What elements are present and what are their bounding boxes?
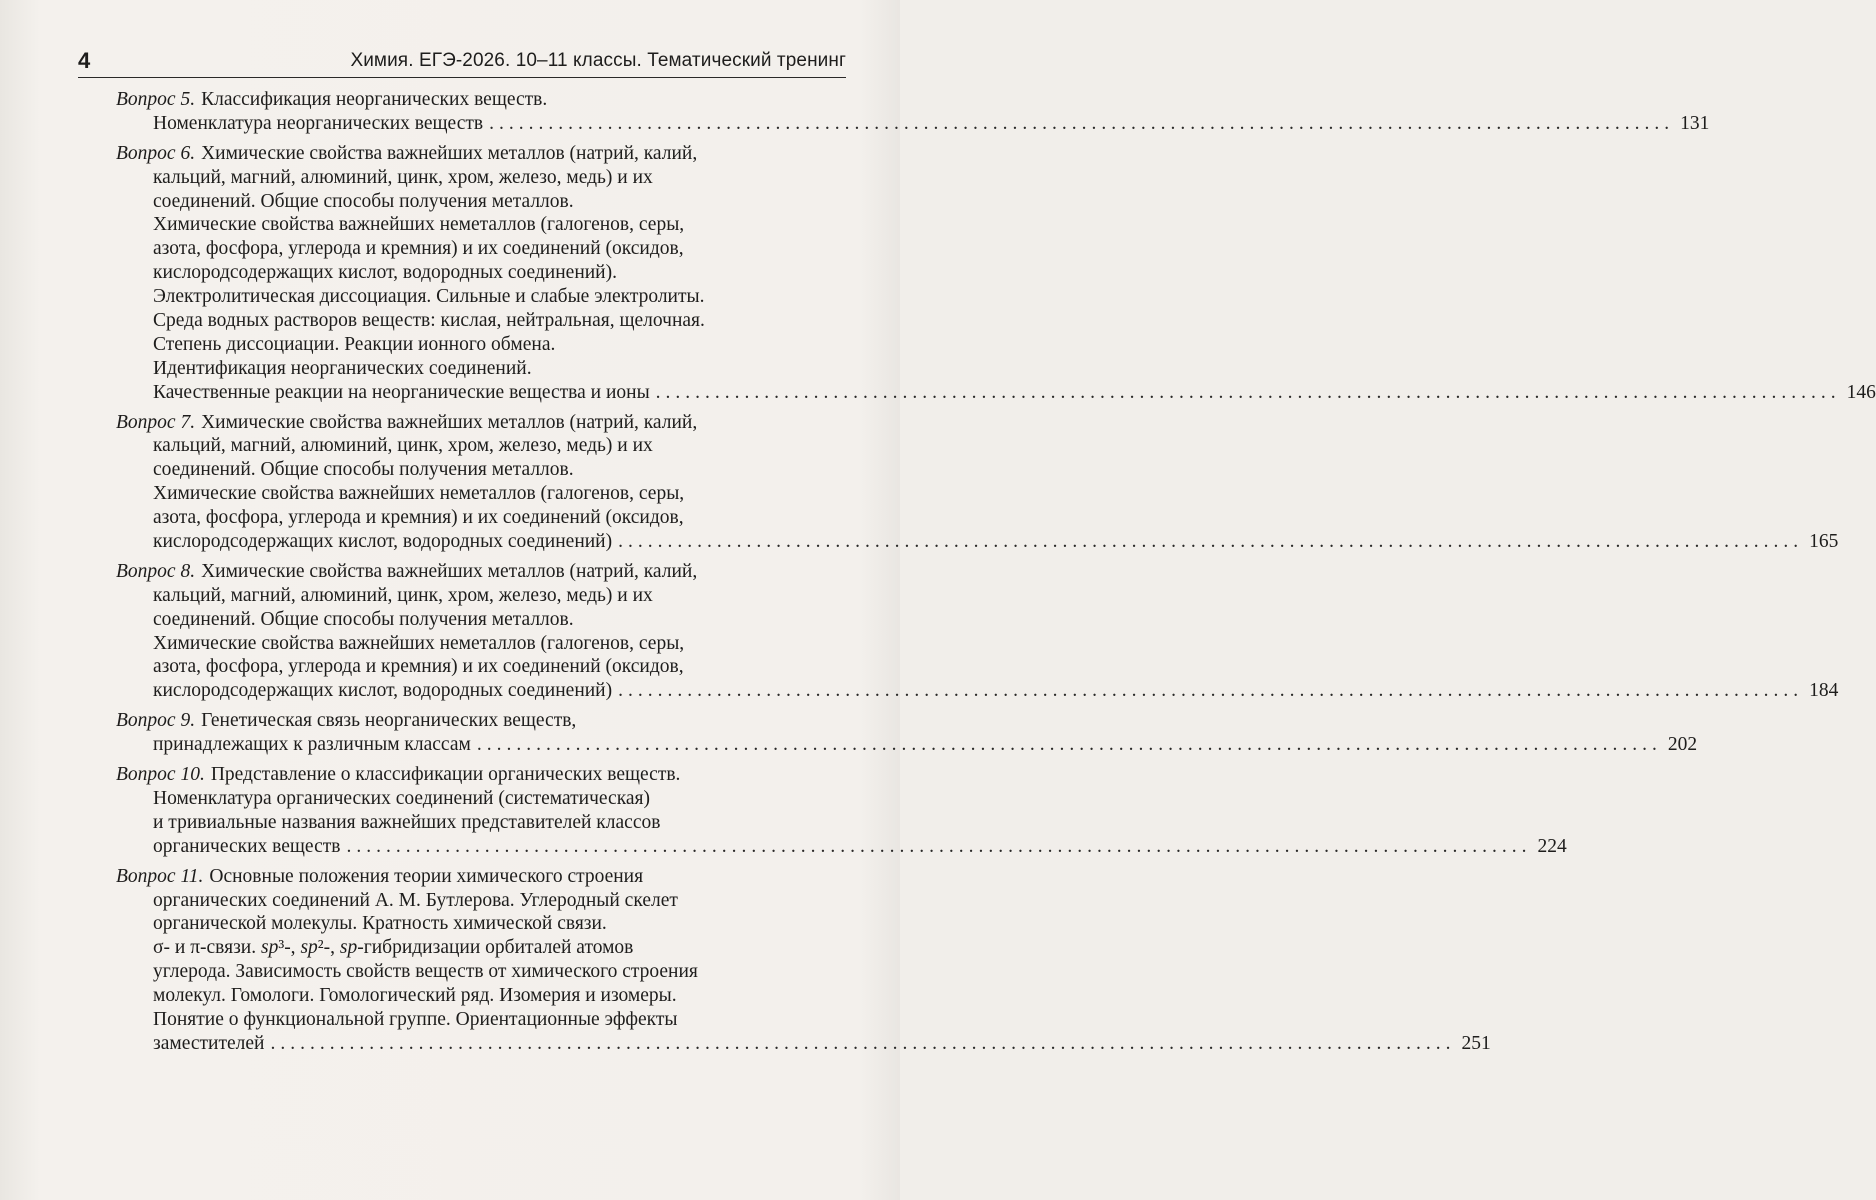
toc-entry-line bbox=[116, 411, 846, 435]
toc-entry bbox=[116, 560, 1839, 703]
toc-entry-line bbox=[116, 733, 1698, 757]
toc-entry-line bbox=[116, 357, 846, 381]
toc-entry-line bbox=[116, 608, 846, 632]
table-of-contents bbox=[116, 88, 1876, 1062]
toc-entry-line bbox=[116, 190, 846, 214]
toc-entry bbox=[116, 865, 1491, 1056]
toc-entry-line bbox=[116, 166, 846, 190]
page-header bbox=[78, 44, 846, 78]
toc-entry-line bbox=[116, 655, 846, 679]
toc-entry-text: заместителей bbox=[153, 1032, 265, 1054]
dot-leader: ........................................................................................................................ bbox=[655, 381, 1841, 403]
toc-entry-text: Представление о классификации органических веществ. bbox=[210, 764, 681, 786]
toc-entry-line bbox=[116, 434, 846, 458]
toc-entry-line bbox=[116, 530, 1839, 554]
toc-entry-text: органической молекулы. Кратность химической связи. bbox=[153, 913, 607, 935]
toc-entry-text: кальций, магний, алюминий, цинк, хром, железо, медь) и их bbox=[153, 435, 653, 457]
toc-entry-line bbox=[116, 632, 846, 656]
toc-entry-text: азота, фосфора, углерода и кремния) и их соединений (оксидов, bbox=[153, 507, 684, 529]
toc-entry-text: Идентификация неорганических соединений. bbox=[153, 357, 532, 379]
toc-entry-text: Электролитическая диссоциация. Сильные и слабые электролиты. bbox=[153, 286, 705, 308]
toc-entry-text: органических соединений А. М. Бутлерова. Углеродный скелет bbox=[153, 889, 678, 911]
toc-entry-text: кальций, магний, алюминий, цинк, хром, железо, медь) и их bbox=[153, 584, 653, 606]
toc-entry-label: Вопрос 11. bbox=[116, 865, 204, 887]
toc-page-number: 165 bbox=[1809, 531, 1839, 553]
toc-entry-label: Вопрос 6. bbox=[116, 142, 196, 164]
toc-entry-line bbox=[116, 1008, 846, 1032]
toc-entry-text: углерода. Зависимость свойств веществ от химического строения bbox=[153, 961, 698, 983]
toc-page-number: 184 bbox=[1809, 680, 1839, 702]
toc-entry-text: принадлежащих к различным классам bbox=[153, 734, 471, 756]
toc-entry-line bbox=[116, 112, 1710, 136]
toc-page-number: 131 bbox=[1680, 112, 1710, 134]
toc-entry-text: Генетическая связь неорганических веществ, bbox=[201, 710, 577, 732]
toc-entry-text: Степень диссоциации. Реакции ионного обмена. bbox=[153, 333, 556, 355]
toc-entry-text: соединений. Общие способы получения металлов. bbox=[153, 608, 574, 630]
toc-entry-text: Классификация неорганических веществ. bbox=[201, 89, 548, 110]
toc-entry-text: и тривиальные названия важнейших представителей классов bbox=[153, 811, 661, 833]
page-number: 4 bbox=[78, 48, 91, 73]
toc-entry-line bbox=[116, 584, 846, 608]
toc-entry-text: Среда водных растворов веществ: кислая, нейтральная, щелочная. bbox=[153, 310, 705, 332]
dot-leader: ........................................................................................................................ bbox=[270, 1032, 1456, 1054]
toc-entry-line bbox=[116, 787, 846, 811]
toc-entry-line bbox=[116, 936, 846, 960]
toc-entry-line bbox=[116, 912, 846, 936]
toc-entry-line bbox=[116, 889, 846, 913]
toc-entry-line bbox=[116, 237, 846, 261]
toc-entry-text: кислородсодержащих кислот, водородных соединений) bbox=[153, 531, 613, 553]
toc-entry-line bbox=[116, 835, 1567, 859]
dot-leader: ........................................................................................................................ bbox=[346, 835, 1532, 857]
toc-entry bbox=[116, 142, 1876, 405]
toc-entry bbox=[116, 88, 1710, 136]
toc-entry-line bbox=[116, 984, 846, 1008]
toc-entry-line bbox=[116, 285, 846, 309]
toc-entry-line bbox=[116, 213, 846, 237]
toc-entry-text: Номенклатура органических соединений (систематическая) bbox=[153, 787, 651, 809]
toc-page-number: 202 bbox=[1667, 734, 1698, 756]
toc-entry bbox=[116, 763, 1567, 859]
toc-entry-line bbox=[116, 811, 846, 835]
toc-entry-text: Качественные реакции на неорганические вещества и ионы bbox=[153, 381, 650, 403]
toc-entry-text: соединений. Общие способы получения металлов. bbox=[153, 459, 574, 481]
toc-entry-line bbox=[116, 381, 1876, 405]
toc-entry-text: азота, фосфора, углерода и кремния) и их соединений (оксидов, bbox=[153, 656, 684, 678]
toc-entry-label: Вопрос 10. bbox=[116, 764, 205, 786]
toc-entry-line bbox=[116, 458, 846, 482]
toc-entry-text: Химические свойства важнейших неметаллов (галогенов, серы, bbox=[153, 632, 685, 654]
toc-entry-text: Основные положения теории химического строения bbox=[209, 865, 644, 887]
toc-entry-line bbox=[116, 261, 846, 285]
toc-entry-text: Химические свойства важнейших неметаллов (галогенов, серы, bbox=[153, 214, 685, 236]
toc-entry-line bbox=[116, 679, 1839, 703]
toc-entry-line bbox=[116, 865, 846, 889]
toc-entry-text: азота, фосфора, углерода и кремния) и их соединений (оксидов, bbox=[153, 238, 684, 260]
toc-entry-label: Вопрос 8. bbox=[116, 560, 196, 582]
toc-entry-line bbox=[116, 560, 846, 584]
toc-entry-text: Химические свойства важнейших неметаллов (галогенов, серы, bbox=[153, 483, 685, 505]
toc-entry-text: σ- и π-связи. sp³-, sp²-, sp-гибридизации орбиталей атомов bbox=[153, 937, 634, 959]
running-title: Химия. ЕГЭ-2026. 10–11 классы. Тематический тренинг bbox=[350, 50, 846, 71]
toc-entry-line bbox=[116, 763, 846, 787]
toc-entry-line bbox=[116, 88, 846, 112]
toc-entry-line bbox=[116, 506, 846, 530]
toc-entry-text: кислородсодержащих кислот, водородных соединений). bbox=[153, 262, 617, 284]
dot-leader: ........................................................................................................................ bbox=[489, 112, 1675, 134]
toc-entry-text: соединений. Общие способы получения металлов. bbox=[153, 190, 574, 212]
toc-entry-line bbox=[116, 142, 846, 166]
toc-entry bbox=[116, 709, 1698, 757]
toc-entry-line bbox=[116, 1032, 1491, 1056]
toc-page-number: 224 bbox=[1537, 835, 1567, 857]
toc-entry-label: Вопрос 9. bbox=[116, 710, 196, 732]
toc-entry-text: кальций, магний, алюминий, цинк, хром, железо, медь) и их bbox=[153, 166, 653, 188]
dot-leader: ........................................................................................................................ bbox=[618, 531, 1804, 553]
toc-entry-text: молекул. Гомологи. Гомологический ряд. Изомерия и изомеры. bbox=[153, 985, 677, 1007]
dot-leader: ........................................................................................................................ bbox=[618, 680, 1804, 702]
toc-entry-text: Химические свойства важнейших металлов (натрий, калий, bbox=[201, 560, 698, 582]
toc-entry-line bbox=[116, 482, 846, 506]
toc-entry bbox=[116, 411, 1839, 554]
toc-entry-line bbox=[116, 309, 846, 333]
toc-entry-line bbox=[116, 960, 846, 984]
toc-entry-label: Вопрос 5. bbox=[116, 89, 196, 110]
toc-entry-text: Химические свойства важнейших металлов (натрий, калий, bbox=[201, 411, 698, 433]
toc-entry-label: Вопрос 7. bbox=[116, 411, 196, 433]
toc-entry-text: кислородсодержащих кислот, водородных соединений) bbox=[153, 680, 613, 702]
toc-entry-text: Понятие о функциональной группе. Ориентационные эффекты bbox=[153, 1008, 678, 1030]
toc-entry-text: органических веществ bbox=[153, 835, 341, 857]
dot-leader: ........................................................................................................................ bbox=[476, 734, 1662, 756]
toc-page-number: 146 bbox=[1846, 381, 1876, 403]
toc-entry-line bbox=[116, 709, 846, 733]
toc-page-number: 251 bbox=[1461, 1032, 1491, 1054]
toc-entry-text: Номенклатура неорганических веществ bbox=[153, 112, 484, 134]
toc-entry-text: Химические свойства важнейших металлов (натрий, калий, bbox=[201, 142, 698, 164]
header-rule bbox=[78, 77, 846, 78]
toc-entry-line bbox=[116, 333, 846, 357]
